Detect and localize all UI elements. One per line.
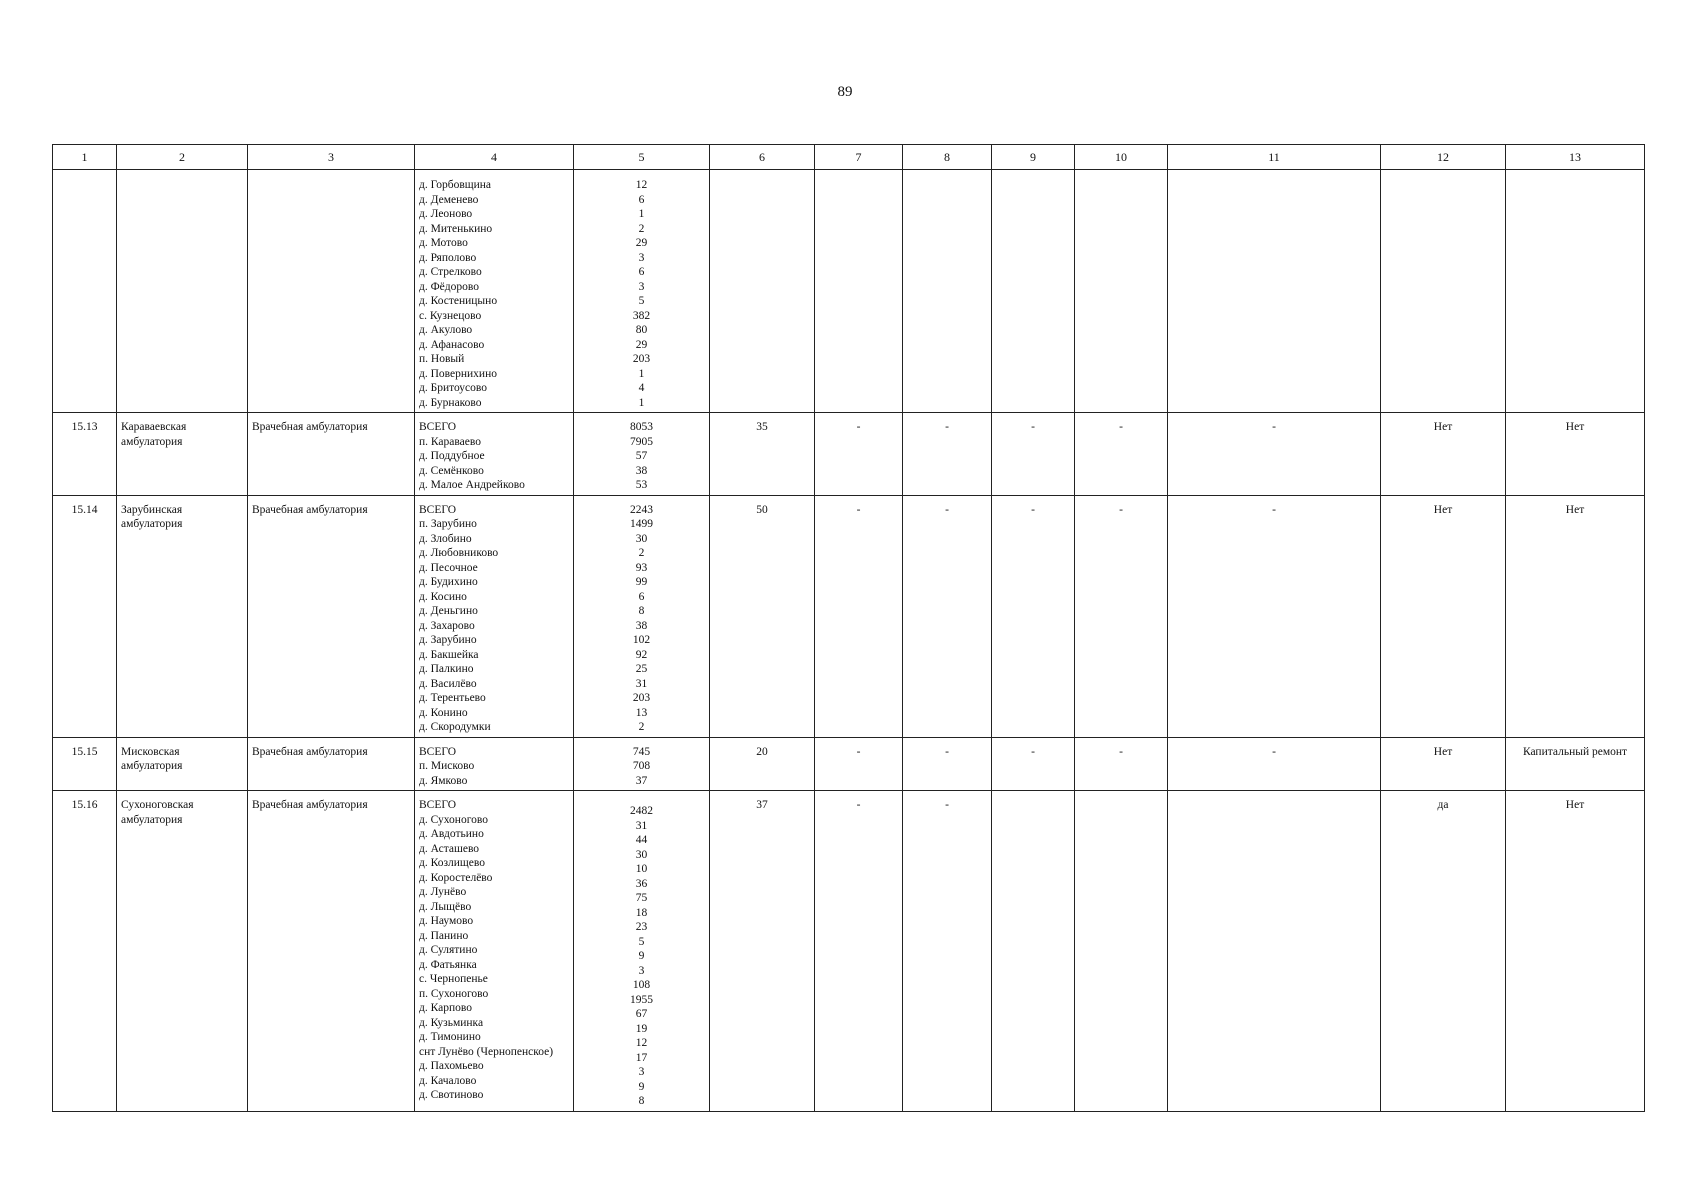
- settlement-name: д. Захарово: [419, 619, 475, 632]
- col-10-value: [1075, 791, 1167, 800]
- population-value: 12: [635, 179, 648, 191]
- population-value: 99: [635, 576, 648, 588]
- settlement-name: д. Ямково: [419, 774, 468, 787]
- settlement-name: д. Повернихино: [419, 367, 497, 380]
- facility-row: [53, 791, 1645, 1112]
- settlement-name: д. Малое Андрейково: [419, 479, 525, 491]
- settlement-name: д. Сухоногово: [419, 813, 488, 826]
- population-value: 1: [638, 396, 645, 409]
- population-list: [578, 178, 705, 410]
- facility-type: Врачебная амбулатория: [252, 799, 368, 811]
- population-value: 7905: [630, 435, 653, 448]
- settlement-name: п. Новый: [419, 353, 465, 365]
- column-header: 9: [992, 145, 1075, 170]
- population-value: 2: [638, 222, 645, 235]
- population-value: 67: [635, 1008, 648, 1020]
- facility-type: Врачебная амбулатория: [252, 503, 368, 516]
- population-value: 38: [635, 619, 648, 632]
- population-value: 12: [635, 1037, 648, 1049]
- population-value: 108: [632, 979, 651, 991]
- facility-row: [53, 737, 1645, 791]
- row-number: 15.16: [71, 799, 98, 811]
- population-value: 2482: [630, 805, 653, 817]
- col-6-value: 35: [756, 421, 768, 433]
- settlement-name: д. Наумово: [419, 915, 474, 927]
- population-value: 382: [632, 309, 651, 322]
- settlement-name: д. Костеницыно: [419, 295, 498, 307]
- col-12-value: Нет: [1433, 503, 1453, 516]
- population-value: 13: [635, 706, 648, 719]
- population-value: 8: [638, 605, 645, 617]
- population-value: 31: [635, 677, 648, 690]
- settlement-name: д. Акулово: [419, 324, 473, 336]
- population-value: 38: [635, 464, 648, 477]
- column-header: 5: [574, 145, 710, 170]
- col-10-value: -: [1119, 503, 1123, 516]
- col-12-value: Нет: [1433, 421, 1453, 433]
- population-value: 30: [635, 532, 648, 545]
- population-value: 30: [635, 848, 648, 861]
- col-6-value: 20: [756, 745, 768, 758]
- facilities-table: [52, 144, 1645, 1112]
- population-value: 102: [632, 634, 651, 646]
- settlement-name: д. Деменево: [419, 193, 479, 206]
- settlement-name: п. Караваево: [419, 435, 481, 448]
- settlement-name: п. Сухоногово: [419, 987, 489, 1000]
- population-value: 3: [638, 964, 645, 977]
- col-6-value: 50: [756, 503, 768, 516]
- col-9-value: [992, 791, 1074, 800]
- settlement-name: д. Козлищево: [419, 857, 485, 869]
- population-value: 36: [635, 877, 648, 890]
- settlement-name: п. Зарубино: [419, 518, 477, 530]
- column-header: 11: [1168, 145, 1381, 170]
- row-number: 15.15: [71, 745, 98, 758]
- settlement-name: д. Любовниково: [419, 547, 499, 559]
- population-value: 1: [638, 208, 645, 220]
- population-value: 3: [638, 1066, 645, 1078]
- column-header: 7: [815, 145, 903, 170]
- col-11-value: -: [1272, 503, 1276, 516]
- settlement-name: д. Авдотьино: [419, 828, 484, 840]
- facility-name: Зарубинская амбулатория: [121, 503, 183, 530]
- col-8-value: -: [945, 745, 949, 758]
- col-13-value: Нет: [1565, 799, 1585, 811]
- population-value: 1: [638, 367, 645, 380]
- column-header: 4: [415, 145, 574, 170]
- column-header: 10: [1075, 145, 1168, 170]
- settlement-name: снт Лунёво (Чернопенское): [419, 1045, 554, 1058]
- settlement-name: д. Бурнаково: [419, 396, 482, 409]
- settlement-name: д. Палкино: [419, 663, 474, 675]
- settlement-name: д. Фёдорово: [419, 280, 479, 293]
- population-value: 75: [635, 892, 648, 904]
- column-header: 13: [1506, 145, 1645, 170]
- population-value: 5: [638, 295, 645, 307]
- population-value: 6: [638, 590, 645, 603]
- col-7-value: -: [856, 799, 861, 811]
- population-list: [578, 503, 705, 735]
- population-value: 53: [635, 479, 648, 491]
- population-value: 92: [635, 648, 648, 661]
- population-value: 203: [632, 692, 651, 704]
- population-value: 8: [638, 1095, 645, 1107]
- settlement-name: д. Лыщёво: [419, 900, 472, 913]
- page-number: 89: [837, 84, 853, 100]
- settlement-name: д. Леоново: [419, 208, 473, 220]
- population-value: 17: [635, 1051, 648, 1064]
- population-value: 19: [635, 1022, 648, 1035]
- settlement-name: д. Бакшейка: [419, 648, 479, 661]
- facility-name: Караваевская амбулатория: [121, 421, 187, 448]
- settlement-name: д. Горбовщина: [419, 179, 492, 191]
- population-list: [578, 745, 705, 789]
- settlement-list: [419, 745, 569, 789]
- population-list: [578, 804, 705, 1109]
- population-value: 37: [635, 774, 648, 787]
- population-value: 9: [638, 1080, 645, 1093]
- settlement-name: с. Кузнецово: [419, 309, 482, 322]
- column-header: 2: [117, 145, 248, 170]
- population-value: 31: [635, 819, 648, 832]
- settlement-name: д. Косино: [419, 590, 467, 603]
- population-value: 1955: [630, 993, 653, 1006]
- col-8-value: -: [945, 799, 949, 811]
- row-number: 15.13: [71, 421, 98, 433]
- population-value: 2: [638, 547, 645, 559]
- settlement-name: ВСЕГО: [419, 745, 457, 758]
- population-value: 708: [632, 760, 651, 772]
- settlement-name: д. Сулятино: [419, 944, 478, 956]
- settlement-name: д. Деньгино: [419, 605, 478, 617]
- facility-type: Врачебная амбулатория: [252, 745, 368, 758]
- settlement-name: ВСЕГО: [419, 799, 457, 811]
- population-value: 23: [635, 921, 648, 933]
- settlement-name: д. Василёво: [419, 677, 477, 690]
- settlement-name: д. Конино: [419, 706, 468, 719]
- col-6-value: 37: [756, 799, 768, 811]
- settlement-name: ВСЕГО: [419, 503, 457, 516]
- population-list: [578, 420, 705, 493]
- facility-row: [53, 413, 1645, 496]
- column-number-row: [53, 145, 1645, 170]
- settlement-name: д. Асташево: [419, 842, 480, 855]
- settlement-name: д. Ряполово: [419, 251, 477, 264]
- population-value: 2: [638, 721, 645, 733]
- col-11-value: -: [1272, 745, 1276, 758]
- settlement-name: д. Кузьминка: [419, 1016, 484, 1029]
- col-7-value: -: [856, 421, 861, 433]
- population-value: 3: [638, 251, 645, 264]
- col-8-value: -: [945, 421, 949, 433]
- settlement-name: д. Афанасово: [419, 338, 485, 351]
- settlement-name: д. Карпово: [419, 1002, 472, 1014]
- settlement-name: д. Мотово: [419, 237, 468, 249]
- population-value: 1499: [630, 518, 653, 530]
- facility-type: Врачебная амбулатория: [252, 421, 368, 433]
- facility-name: Мисковская амбулатория: [121, 745, 183, 772]
- settlement-name: д. Митенькино: [419, 222, 493, 235]
- settlement-name: д. Зарубино: [419, 634, 477, 646]
- col-11-value: [1168, 791, 1380, 800]
- population-value: 9: [638, 950, 645, 962]
- population-value: 18: [635, 906, 648, 919]
- facility-row: [53, 495, 1645, 737]
- population-value: 29: [635, 237, 648, 249]
- settlement-list: [419, 503, 569, 735]
- settlement-list: [419, 420, 569, 493]
- population-value: 6: [638, 266, 645, 278]
- population-value: 25: [635, 663, 648, 675]
- population-value: 57: [635, 450, 648, 462]
- population-value: 3: [638, 280, 645, 293]
- column-header: 3: [248, 145, 415, 170]
- population-value: 93: [635, 561, 648, 574]
- settlement-name: д. Коростелёво: [419, 871, 493, 884]
- settlement-name: д. Лунёво: [419, 886, 467, 898]
- settlement-list: [419, 798, 569, 1103]
- facility-name: Сухоноговская амбулатория: [121, 799, 194, 826]
- population-value: 80: [635, 324, 648, 336]
- col-10-value: -: [1119, 421, 1123, 433]
- col-13-value: Нет: [1565, 503, 1585, 516]
- settlement-name: д. Качалово: [419, 1074, 477, 1087]
- col-13-value: Нет: [1565, 421, 1585, 433]
- population-value: 29: [635, 338, 648, 351]
- population-value: 745: [632, 745, 651, 758]
- population-value: 6: [638, 193, 645, 206]
- col-12-value: да: [1437, 799, 1449, 811]
- settlement-name: с. Чернопенье: [419, 973, 488, 985]
- population-value: 10: [635, 863, 648, 875]
- settlement-name: д. Будихино: [419, 576, 478, 588]
- settlement-list: [419, 178, 569, 410]
- column-header: 1: [53, 145, 117, 170]
- settlement-name: д. Терентьево: [419, 692, 486, 704]
- row-number: 15.14: [71, 503, 98, 516]
- column-header: 8: [903, 145, 992, 170]
- population-value: 8053: [630, 421, 653, 433]
- settlement-name: д. Стрелково: [419, 266, 482, 278]
- settlement-name: д. Бритоусово: [419, 382, 488, 394]
- settlement-name: п. Мисково: [419, 760, 475, 772]
- settlement-name: д. Свотиново: [419, 1089, 484, 1101]
- settlement-name: д. Скородумки: [419, 721, 491, 733]
- col-9-value: -: [1031, 421, 1035, 433]
- col-10-value: -: [1119, 745, 1123, 758]
- col-7-value: -: [856, 745, 861, 758]
- settlement-name: д. Тимонино: [419, 1031, 481, 1043]
- population-value: 44: [635, 834, 648, 846]
- col-13-value: Капитальный ремонт: [1522, 745, 1628, 758]
- col-8-value: -: [945, 503, 949, 516]
- column-header: 6: [710, 145, 815, 170]
- settlement-name: д. Фатьянка: [419, 958, 477, 971]
- continuation-row: [53, 170, 1645, 413]
- population-value: 5: [638, 935, 645, 948]
- settlement-name: ВСЕГО: [419, 421, 457, 433]
- col-7-value: -: [856, 503, 861, 516]
- population-value: 203: [632, 353, 651, 365]
- col-9-value: -: [1031, 745, 1035, 758]
- population-value: 2243: [630, 503, 653, 516]
- column-header: 12: [1381, 145, 1506, 170]
- settlement-name: д. Пахомьево: [419, 1060, 484, 1072]
- population-value: 4: [638, 382, 645, 394]
- settlement-name: д. Поддубное: [419, 450, 485, 462]
- settlement-name: д. Песочное: [419, 561, 478, 574]
- col-9-value: -: [1031, 503, 1035, 516]
- col-12-value: Нет: [1433, 745, 1453, 758]
- settlement-name: д. Семёнково: [419, 464, 484, 477]
- col-11-value: -: [1272, 421, 1276, 433]
- settlement-name: д. Панино: [419, 929, 469, 942]
- settlement-name: д. Злобино: [419, 532, 472, 545]
